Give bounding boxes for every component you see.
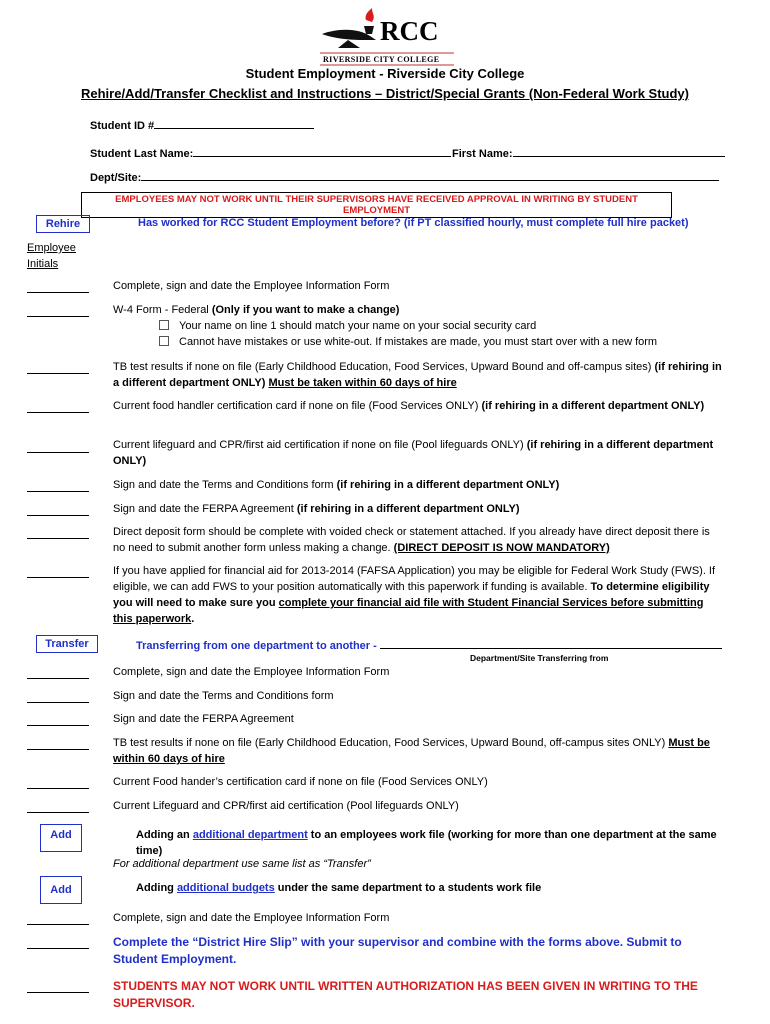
final-warning: STUDENTS MAY NOT WORK UNTIL WRITTEN AUTHORIZATION HAS BEEN GIVEN IN WRITING TO THE SUPERVISOR. [113, 979, 698, 1010]
add-budgets-text: Adding additional budgets under the same department to a students work file [136, 882, 542, 894]
checklist-item: Current Lifeguard and CPR/first aid certification (Pool lifeguards ONLY) [113, 800, 459, 812]
initials-blank[interactable] [27, 451, 89, 453]
add-department-box: Add [40, 824, 82, 852]
add-budgets-box: Add [40, 876, 82, 904]
initials-blank[interactable] [27, 748, 89, 750]
initials-blank[interactable] [27, 315, 89, 317]
initials-blank[interactable] [27, 701, 89, 703]
logo-subtitle: RIVERSIDE CITY COLLEGE [323, 55, 440, 64]
initials-blank[interactable] [27, 537, 89, 539]
initials-blank[interactable] [27, 724, 89, 726]
checklist-item: W-4 Form - Federal (Only if you want to make a change) Your name on line 1 should match your name on your social security card Cannot have mistakes or use white-out. If mistakes are made, you must start over with a new form [113, 304, 658, 348]
initials-blank[interactable] [27, 811, 89, 813]
dept-site-label: Dept/Site: [90, 172, 142, 184]
initials-blank[interactable] [27, 490, 89, 492]
checklist-item: Sign and date the FERPA Agreement (if rehiring in a different department ONLY) [113, 503, 520, 515]
first-name-label: First Name: [452, 148, 513, 160]
initials-blank[interactable] [27, 372, 89, 374]
rehire-box: Rehire [36, 215, 90, 233]
dept-site-field[interactable] [90, 169, 719, 184]
checklist-item: TB test results if none on file (Early Childhood Education, Food Services, Upward Bound, off-campus sites ONLY) Must be within 60 days of hire [113, 737, 710, 765]
rehire-heading: Has worked for RCC Student Employment before? (if PT classified hourly, must complete full hire packet) [138, 217, 689, 229]
initials-blank[interactable] [27, 923, 89, 925]
student-id-field[interactable] [90, 117, 314, 132]
first-name-field[interactable] [452, 145, 725, 160]
initials-blank[interactable] [27, 514, 89, 516]
initials-blank[interactable] [27, 787, 89, 789]
checklist-item: Sign and date the Terms and Conditions form (if rehiring in a different department ONLY) [113, 479, 560, 491]
initials-blank[interactable] [27, 411, 89, 413]
checkbox-bullet-icon [159, 336, 169, 346]
initials-blank[interactable] [27, 991, 89, 993]
last-name-field[interactable] [90, 145, 451, 160]
hire-slip-instruction: Complete the “District Hire Slip” with your supervisor and combine with the forms above. Submit to Student Employment. [113, 935, 682, 966]
add-department-note: For additional department use same list as “Transfer” [113, 858, 371, 870]
checklist-item: Sign and date the FERPA Agreement [113, 713, 294, 725]
document-subtitle: Rehire/Add/Transfer Checklist and Instructions – District/Special Grants (Non-Federal Work Study) [80, 86, 689, 101]
initials-label-line2: Initials [27, 258, 59, 270]
checklist-item: Current lifeguard and CPR/first aid certification if none on file (Pool lifeguards ONLY) (if rehiring in a different department ONLY) [113, 439, 714, 467]
rcc-logo [318, 6, 458, 66]
initials-label [27, 240, 76, 272]
checklist-item: Sign and date the Terms and Conditions form [113, 690, 334, 702]
initials-blank[interactable] [27, 677, 89, 679]
transfer-sublabel: Department/Site Transferring from [470, 653, 609, 663]
checklist-item: Current food handler certification card if none on file (Food Services ONLY) (if rehiring in a different department ONLY) [113, 400, 705, 412]
last-name-label: Student Last Name: [90, 148, 194, 160]
initials-blank[interactable] [27, 576, 89, 578]
add-department-text: Adding an additional department to an employees work file (working for more than one department at the same time) [136, 829, 717, 857]
transfer-heading: Transferring from one department to another - [136, 637, 722, 652]
checkbox-bullet-icon [159, 320, 169, 330]
initials-blank[interactable] [27, 291, 89, 293]
student-id-label: Student ID # [90, 120, 155, 132]
initials-blank[interactable] [27, 947, 89, 949]
initials-label-line1: Employee [27, 242, 76, 254]
checklist-item: TB test results if none on file (Early Childhood Education, Food Services, Upward Bound and off-campus sites) (if rehiring in a different department ONLY) Must be taken within 60 days of hire [113, 361, 722, 389]
checklist-item: Current Food hander’s certification card if none on file (Food Services ONLY) [113, 776, 488, 788]
logo-name: RCC [380, 16, 439, 46]
checklist-item: Direct deposit form should be complete with voided check or statement attached. If you already have direct deposit there is no need to submit another form unless making a change. (DIRECT DEPOSIT IS NOW MANDATORY) [113, 526, 710, 554]
checklist-item: If you have applied for financial aid for 2013-2014 (FAFSA Application) you may be eligible for Federal Work Study (FWS). If eligible, we can add FWS to your position automatically with this paperwork if funding is available. To determine eligibility you will need to make sure you complete your financial aid file with Student Financial Services before submitting this paperwork. [113, 565, 716, 625]
warning-banner: EMPLOYEES MAY NOT WORK UNTIL THEIR SUPERVISORS HAVE RECEIVED APPROVAL IN WRITING BY STUDENT EMPLOYMENT [81, 192, 672, 218]
checklist-item: Complete, sign and date the Employee Information Form [113, 280, 390, 292]
transfer-box: Transfer [36, 635, 98, 653]
checklist-item: Complete, sign and date the Employee Information Form [113, 666, 390, 678]
checklist-item: Complete, sign and date the Employee Information Form [113, 912, 390, 924]
document-title: Student Employment - Riverside City College [245, 66, 525, 81]
